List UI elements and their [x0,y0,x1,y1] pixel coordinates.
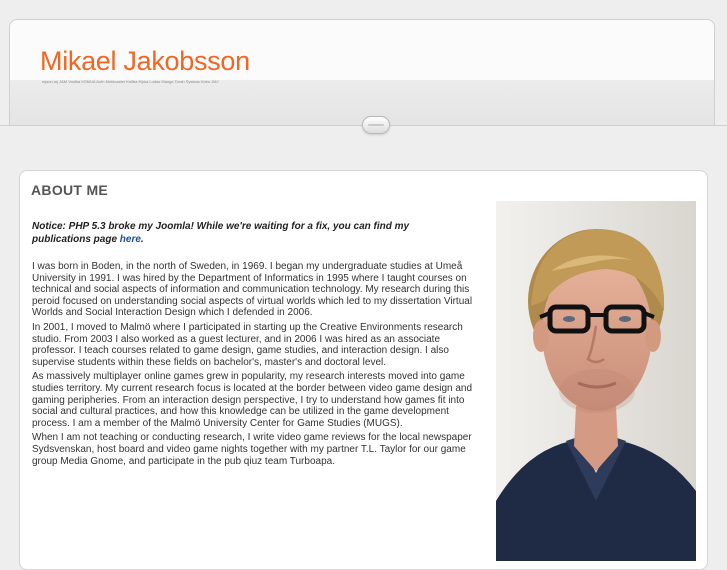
paragraph-4: When I am not teaching or conducting research, I write video game reviews for the local newspaper Sydsvenskan, host board and video game nights together with my partner T.L. Taylor for our game group Media Gnome, and participate in the pub qiuz team Turboapa. [32,432,472,467]
notice-end: . [140,234,144,245]
page-title: ABOUT ME [31,182,109,198]
site-title[interactable]: Mikael Jakobsson [40,46,250,76]
site-header [9,19,715,125]
site-tagline: mjson.mj JAM Vosfka KSMUA Aufn Moblcaster Kellba Klyka Ludas Mange Torah Sysleas Kdes JMJ [42,79,219,84]
header-band [10,80,714,126]
paragraph-3: As massively multiplayer online games grew in popularity, my research interests moved into game studies territory. My current research focus is located at the border between video game design and gaming peripheries. From an interaction design perspective, I try to understand how games fit into social and cultural practices, and how this knowledge can be utilized in the game development process. I am a member of the Malmö University Center for Game Studies (MUGS). [32,371,473,429]
publications-link[interactable]: here [119,234,141,245]
notice-text [32,220,452,246]
paragraph-1: I was born in Boden, in the north of Sweden, in 1969. I began my undergraduate studies at Umeå University in 1991. I was hired by the Department of Informatics in 1995 where I taught courses on technical and social aspects of information and communication technology. My research during this peroid focused on understanding social aspects of virtual worlds which led to my dissertation Virtual Worlds and Social Interaction Design which I defended in 2006. [32,261,473,319]
notice-message: Notice: PHP 5.3 broke my Joomla! While we're waiting for a fix, you can find my publications page [32,221,410,245]
about-panel [19,170,708,570]
portrait-icon [496,201,696,561]
collapse-handle[interactable] [362,116,390,134]
paragraph-2: In 2001, I moved to Malmö where I participated in starting up the Creative Environments research studio. From 2003 I also worked as a guest lecturer, and in 2006 I was hired as an associate professor. I teach courses related to game design, game studies, and interaction design. I also supervise students within these fields on bachelor's, master's and doctoral level. [32,321,463,368]
about-body [32,261,484,470]
portrait-photo [496,201,696,561]
